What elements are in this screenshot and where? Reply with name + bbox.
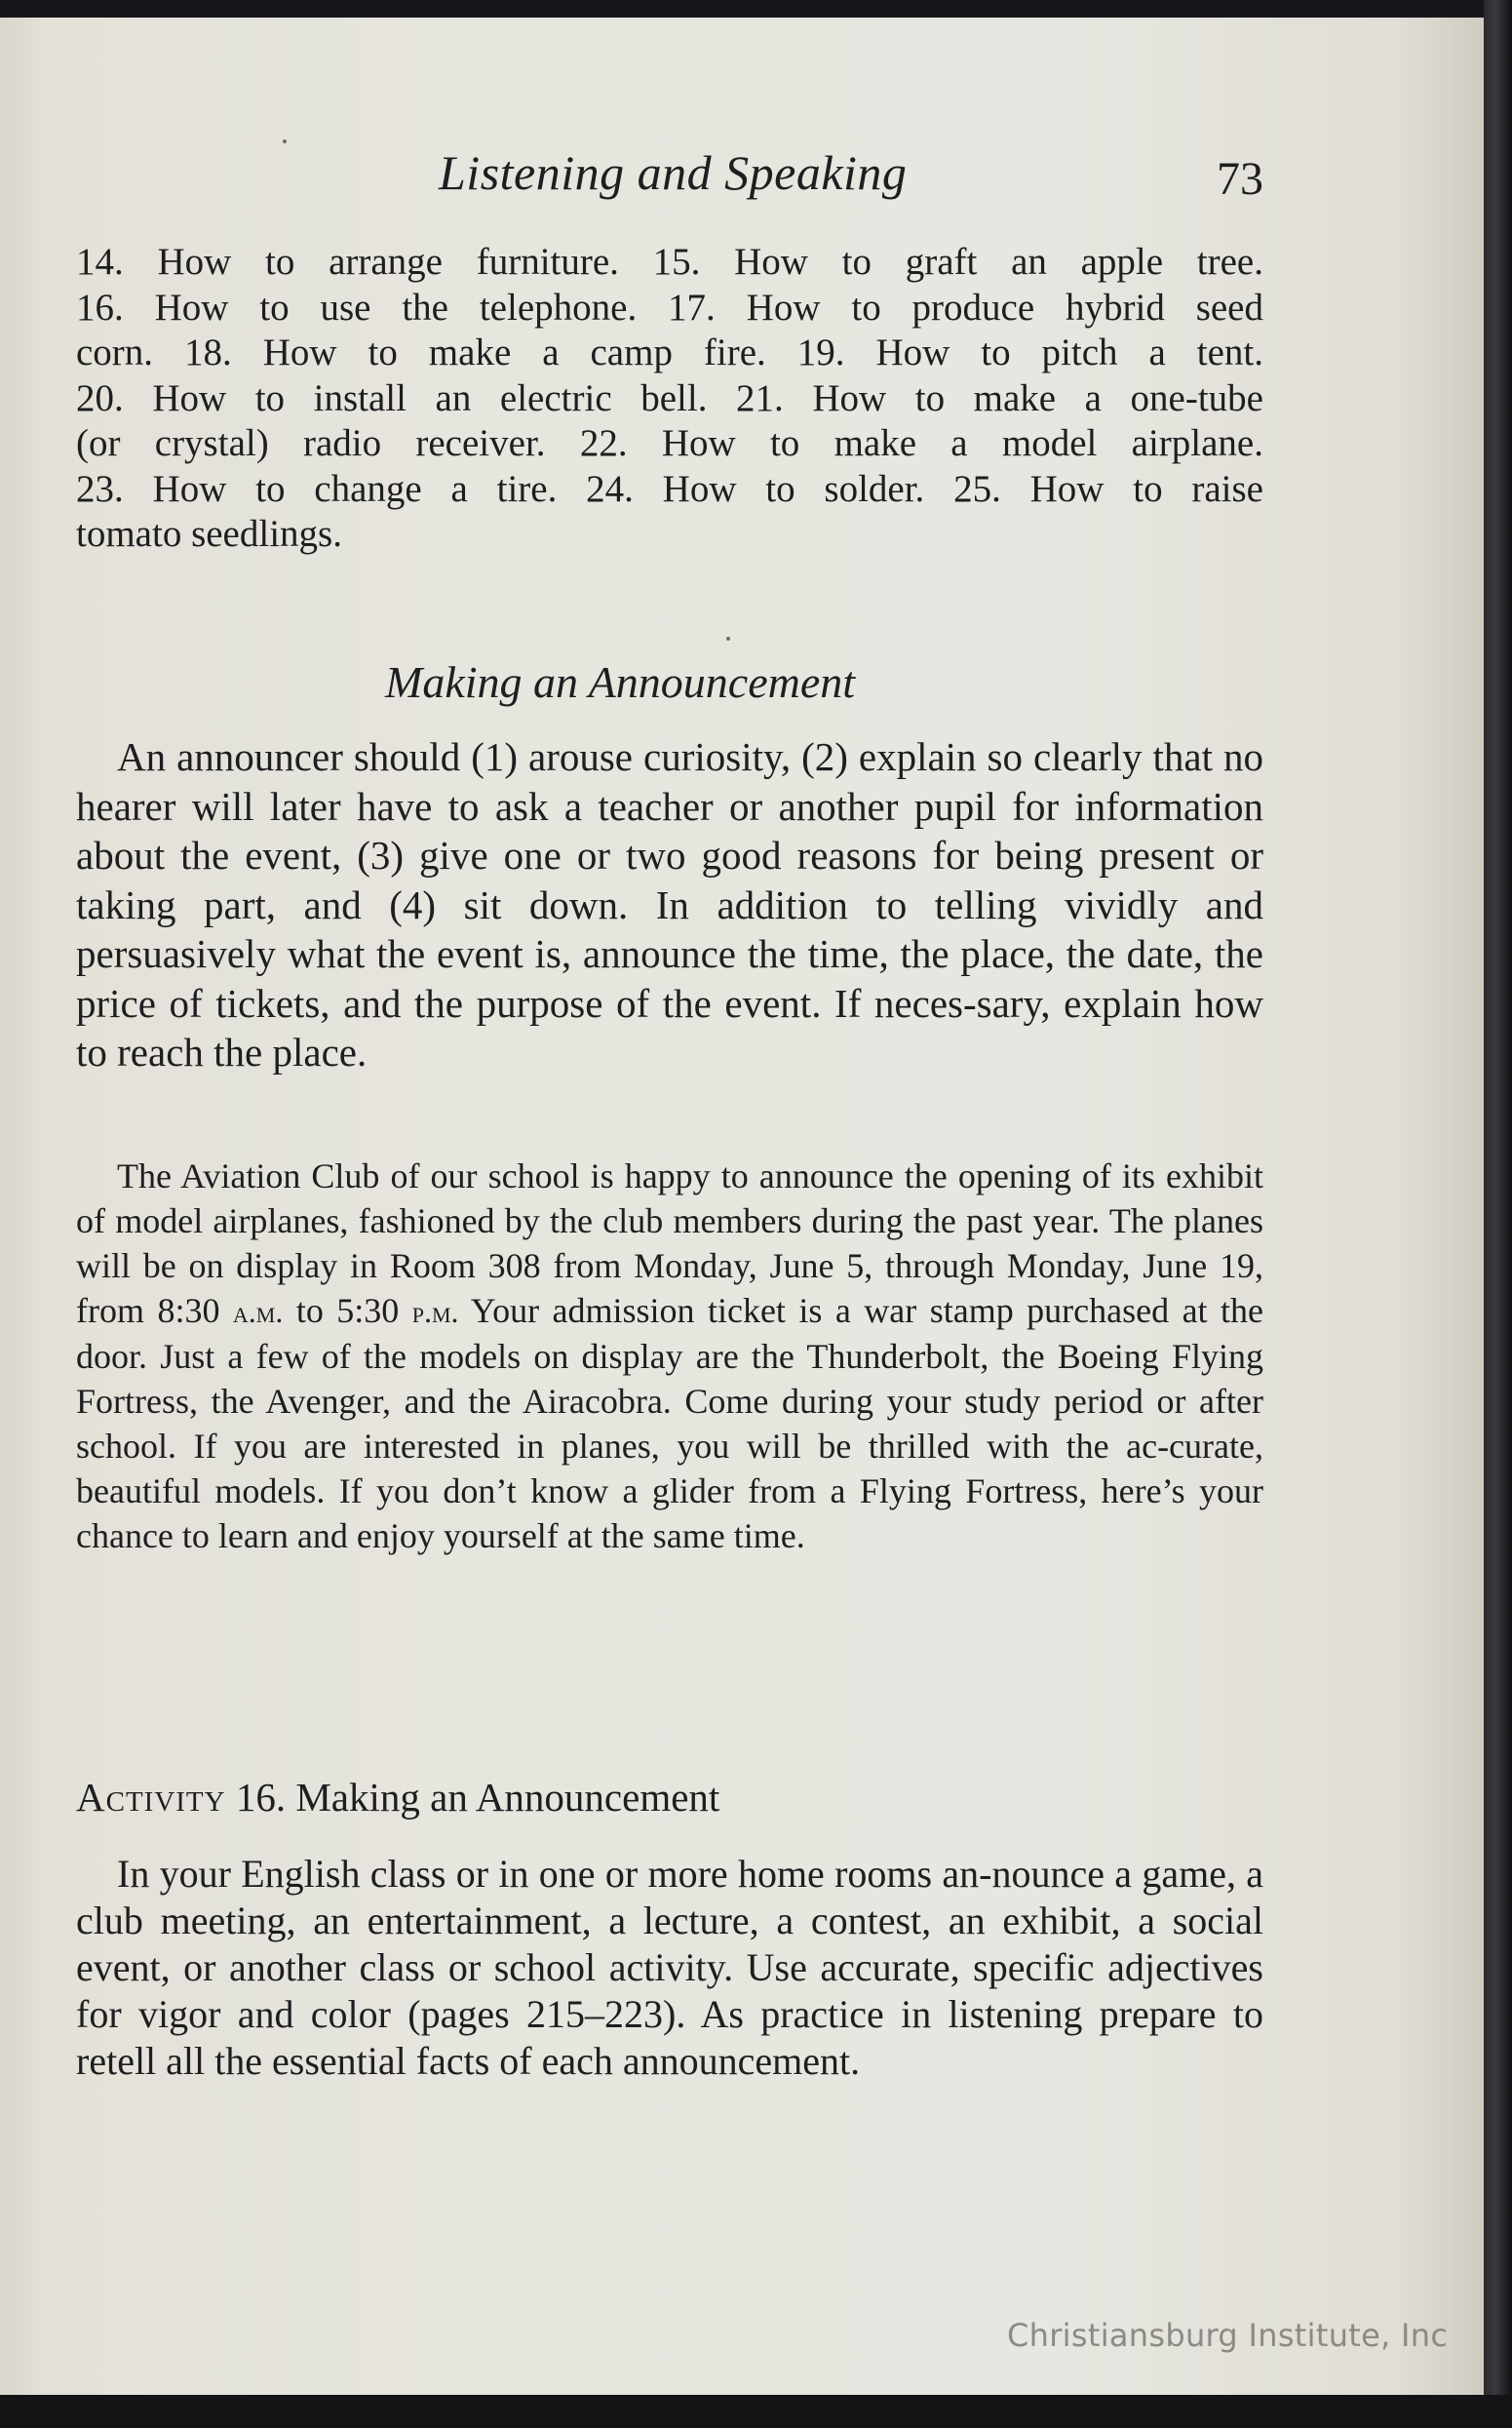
activity-title: Making an Announcement: [295, 1775, 720, 1820]
example-announcement: [76, 1154, 1263, 1558]
example-text-part-2: to 5:30: [283, 1291, 412, 1330]
running-head-title: Listening and Speaking: [439, 145, 908, 200]
activity-heading: [76, 1774, 719, 1821]
topic-list-line: 14. How to arrange furniture. 15. How to graft an apple tree.: [76, 241, 1263, 283]
activity-paragraph: In your English class or in one or more home rooms an-nounce a game, a club meeting, an entertainment, a lecture, a contest, an exhibit, a social event, or another class or school activity. Use accurate, specific adjectives for vigor and color (pages 215–223). As practice in listening prepare to retell all the essential facts of each announcement.: [76, 1852, 1263, 2083]
topic-list-line: (or crystal) radio receiver. 22. How to make a model airplane.: [76, 422, 1263, 464]
page-bottom-edge: [0, 2395, 1512, 2428]
example-text-part-1: The Aviation Club of our school is happy to announce the opening of its exhibit of model airplanes, fashioned by the club members during the past year. The planes will be on display in Room 308 from Monday, June 5, through Monday, June 19, from 8:30: [76, 1156, 1263, 1330]
paper-speck: [283, 139, 287, 143]
topic-list-line: tomato seedlings.: [76, 513, 342, 555]
watermark-text: Christiansburg Institute, Inc: [1007, 2317, 1449, 2354]
topic-list-line: corn. 18. How to make a camp fire. 19. How to pitch a tent.: [76, 332, 1263, 373]
topic-list-line: 23. How to change a tire. 24. How to solder. 25. How to raise: [76, 467, 1263, 510]
activity-label: Activity: [76, 1775, 226, 1820]
example-text-part-3: Your admission ticket is a war stamp purchased at the door. Just a few of the models on display are the Thunderbolt, the Boeing Flying Fortress, the Avenger, and the Airacobra. Come during your study period or after school. If you are interested in planes, you will be thrilled with the ac-curate, beautiful models. If you don’t know a glider from a Flying Fortress, here’s your chance to learn and enjoy yourself at the same time.: [76, 1291, 1263, 1555]
book-page: [0, 18, 1484, 2397]
section-heading: Making an Announcement: [385, 657, 856, 707]
page-edge-shadow: [1484, 0, 1512, 2428]
announcer-paragraph: An announcer should (1) arouse curiosity, (2) explain so clearly that no hearer will later have to ask a teacher or another pupil for information about the event, (3) give one or two good reasons for being present or taking part, and (4) sit down. In addition to telling vividly and persuasively what the event is, announce the time, the place, the date, the price of tickets, and the purpose of the event. If neces-sary, explain how to reach the place.: [76, 734, 1263, 1075]
am-abbreviation: a.m.: [232, 1294, 284, 1329]
topic-list-line: 16. How to use the telephone. 17. How to produce hybrid seed: [76, 286, 1263, 329]
page-number: 73: [1217, 153, 1263, 205]
topic-list-line: 20. How to install an electric bell. 21. How to make a one-tube: [76, 376, 1263, 419]
activity-number: 16.: [235, 1775, 287, 1820]
topic-list: [76, 240, 1263, 558]
pm-abbreviation: p.m.: [411, 1294, 459, 1329]
paper-speck: [726, 637, 730, 641]
